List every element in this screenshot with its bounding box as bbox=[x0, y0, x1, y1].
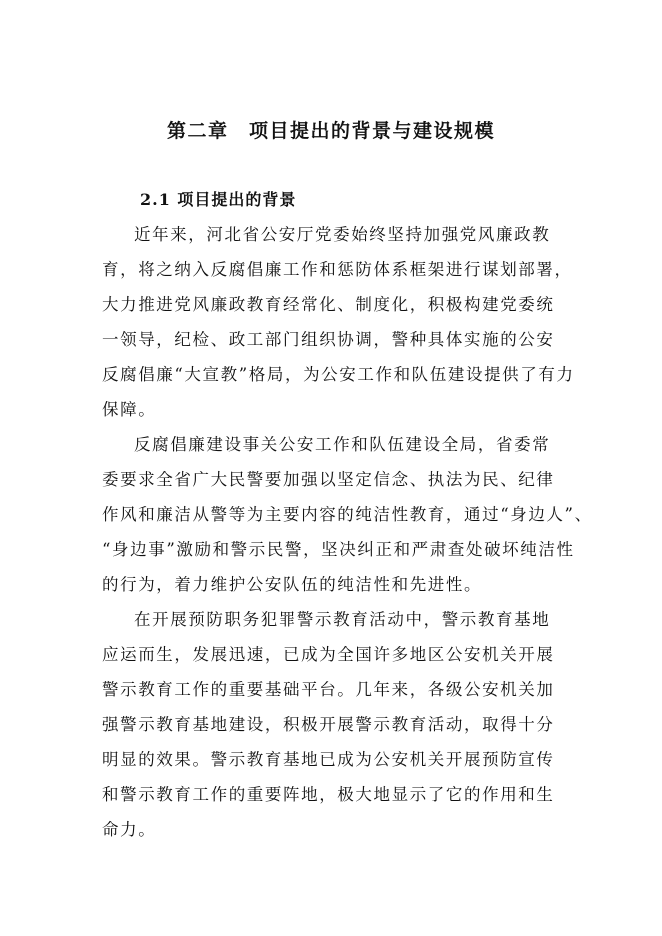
paragraph-1-line-4: 一领导，纪检、政工部门组织协调，警种具体实施的公安 bbox=[102, 330, 555, 349]
paragraph-3-line-1: 在开展预防职务犯罪警示教育活动中，警示教育基地 bbox=[134, 610, 551, 629]
paragraph-3-line-7: 命力。 bbox=[102, 820, 157, 839]
paragraph-3-line-4: 强警示教育基地建设，积极开展警示教育活动，取得十分 bbox=[102, 715, 555, 734]
paragraph-2-line-4: “身边事”激励和警示民警，坚决纠正和严肃查处破坏纯洁性 bbox=[102, 540, 575, 559]
paragraph-2-line-1: 反腐倡廉建设事关公安工作和队伍建设全局，省委常 bbox=[134, 435, 551, 454]
section-heading: 2.1 项目提出的背景 bbox=[140, 190, 297, 209]
paragraph-1-line-5: 反腐倡廉“大宣教”格局，为公安工作和队伍建设提供了有力 bbox=[102, 365, 575, 384]
paragraph-2-line-5: 的行为，着力维护公安队伍的纯洁性和先进性。 bbox=[102, 575, 483, 594]
paragraph-3-line-3: 警示教育工作的重要基础平台。几年来，各级公安机关加 bbox=[102, 680, 555, 699]
paragraph-3-line-2: 应运而生，发展迅速，已成为全国许多地区公安机关开展 bbox=[102, 645, 555, 664]
chapter-title: 第二章 项目提出的背景与建设规模 bbox=[166, 120, 495, 142]
paragraph-2-line-3: 作风和廉洁从警等为主要内容的纯洁性教育，通过“身边人”、 bbox=[102, 505, 593, 524]
paragraph-1-line-3: 大力推进党风廉政教育经常化、制度化，积极构建党委统 bbox=[102, 295, 555, 314]
paragraph-3-line-6: 和警示教育工作的重要阵地，极大地显示了它的作用和生 bbox=[102, 785, 555, 804]
paragraph-1-line-2: 育，将之纳入反腐倡廉工作和惩防体系框架进行谋划部署， bbox=[102, 260, 573, 279]
paragraph-3-line-5: 明显的效果。警示教育基地已成为公安机关开展预防宣传 bbox=[102, 750, 555, 769]
paragraph-2-line-2: 委要求全省广大民警要加强以坚定信念、执法为民、纪律 bbox=[102, 470, 555, 489]
paragraph-1-line-1: 近年来，河北省公安厅党委始终坚持加强党风廉政教 bbox=[134, 225, 551, 244]
paragraph-1-line-6: 保障。 bbox=[102, 400, 157, 419]
